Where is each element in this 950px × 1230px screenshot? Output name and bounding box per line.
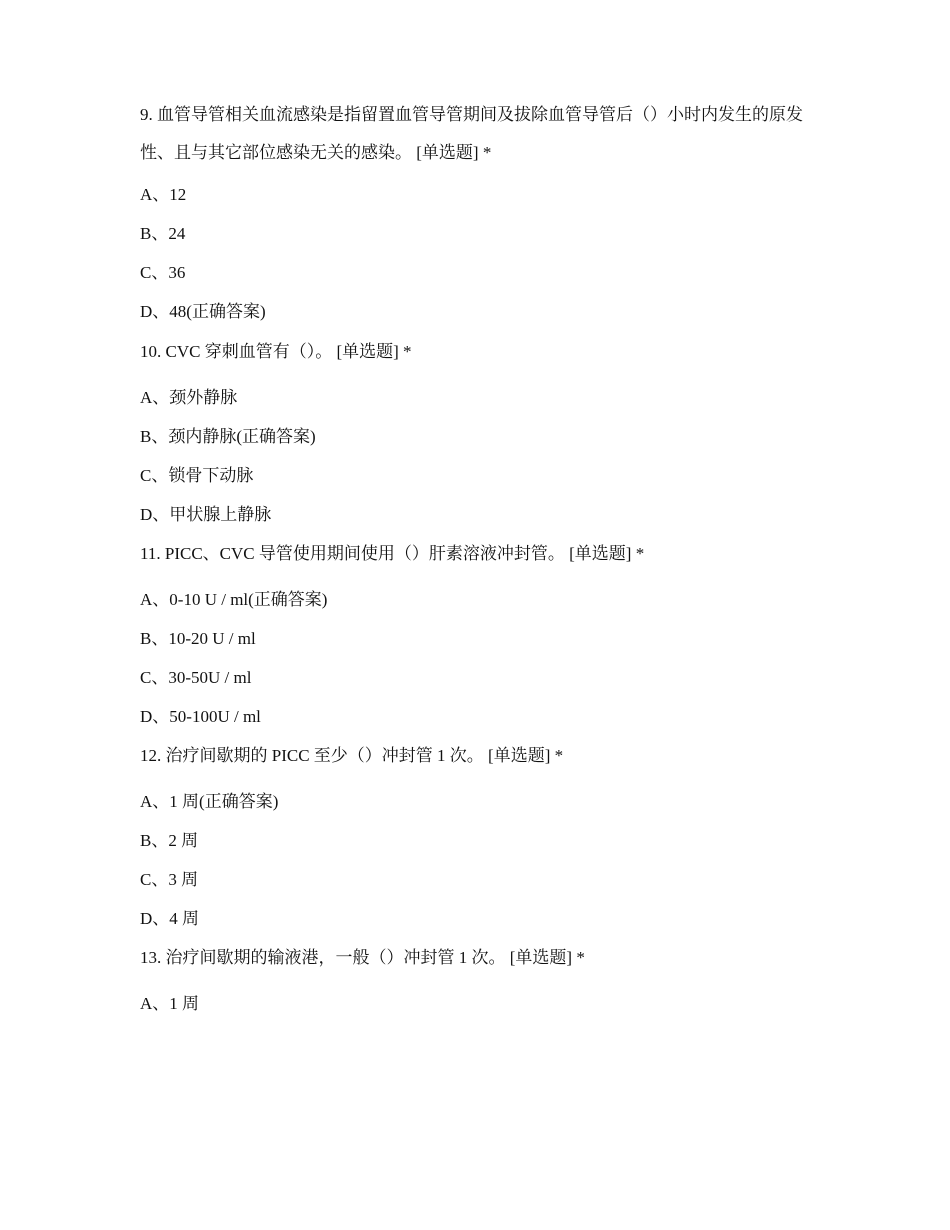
option-b: B、2 周 bbox=[140, 831, 199, 850]
option-a: A、颈外静脉 bbox=[140, 388, 238, 407]
option-a: A、1 周(正确答案) bbox=[140, 792, 279, 811]
option-b: B、10-20 U / ml bbox=[140, 629, 256, 648]
question-11 bbox=[140, 543, 830, 745]
question-text: 9. 血管导管相关血流感染是指留置血管导管期间及拔除血管导管后（）小时内发生的原发性、且与其它部位感染无关的感染。 [单选题] * bbox=[140, 105, 803, 162]
option-d: D、48(正确答案) bbox=[140, 302, 266, 321]
option-c: C、3 周 bbox=[140, 870, 199, 889]
question-9 bbox=[140, 96, 830, 340]
option-b: B、颈内静脉(正确答案) bbox=[140, 427, 316, 446]
option-c: C、锁骨下动脉 bbox=[140, 466, 254, 485]
question-text: 10. CVC 穿刺血管有（）。 [单选题] * bbox=[140, 342, 412, 361]
option-d: D、50-100U / ml bbox=[140, 707, 261, 726]
question-12 bbox=[140, 745, 830, 947]
question-text: 13. 治疗间歇期的输液港，一般（）冲封管 1 次。 [单选题] * bbox=[140, 948, 585, 967]
option-c: C、30-50U / ml bbox=[140, 668, 252, 687]
option-d: D、甲状腺上静脉 bbox=[140, 505, 272, 524]
document-page bbox=[140, 104, 830, 1032]
option-c: C、36 bbox=[140, 263, 186, 282]
option-a: A、1 周 bbox=[140, 994, 200, 1013]
option-a: A、0-10 U / ml(正确答案) bbox=[140, 590, 328, 609]
question-10 bbox=[140, 341, 830, 543]
option-d: D、4 周 bbox=[140, 909, 200, 928]
question-13 bbox=[140, 947, 830, 1032]
question-text: 11. PICC、CVC 导管使用期间使用（）肝素溶液冲封管。 [单选题] * bbox=[140, 544, 645, 563]
option-a: A、12 bbox=[140, 185, 187, 204]
option-b: B、24 bbox=[140, 224, 186, 243]
question-text: 12. 治疗间歇期的 PICC 至少（）冲封管 1 次。 [单选题] * bbox=[140, 746, 564, 765]
